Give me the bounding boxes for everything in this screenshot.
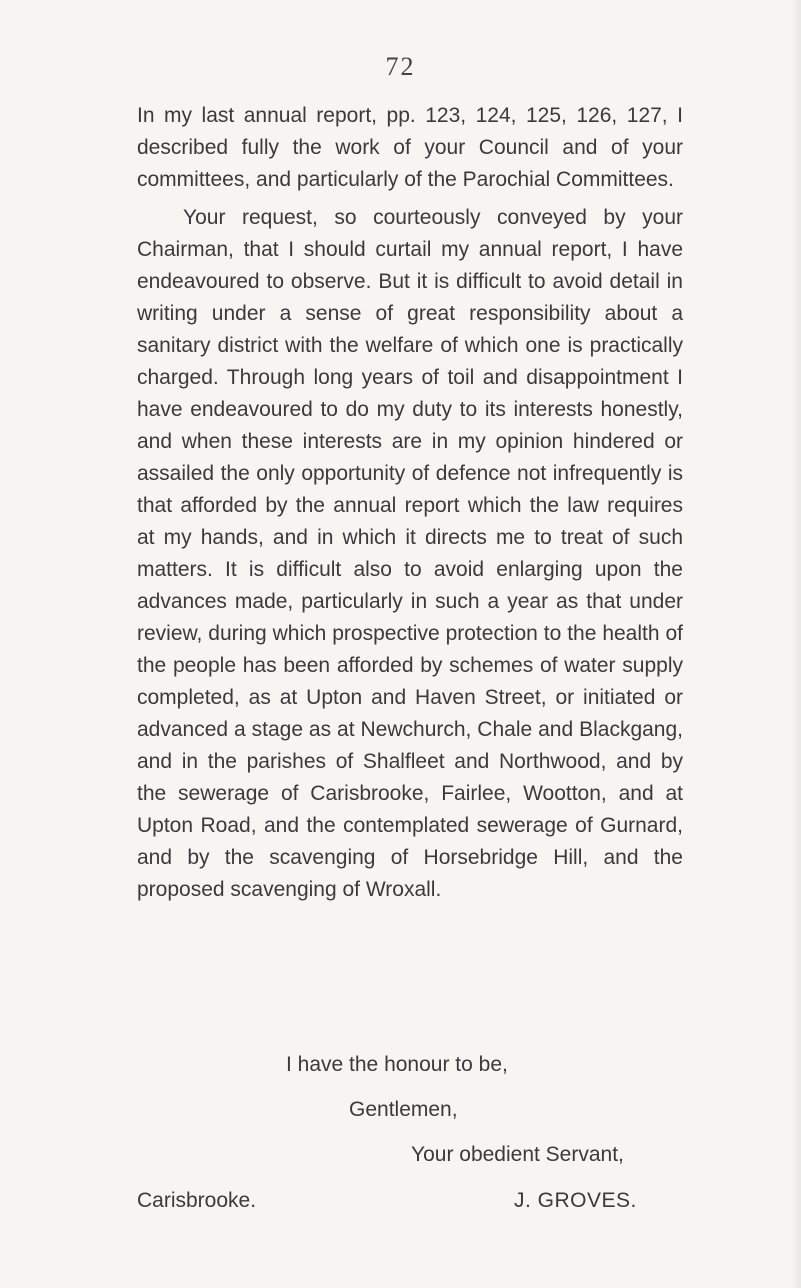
letter-body: [137, 100, 683, 906]
closing-salutation: Gentlemen,: [349, 1098, 458, 1121]
page-number: 72: [385, 52, 416, 81]
signature: J. GROVES.: [514, 1189, 637, 1212]
place-name: Carisbrooke.: [137, 1189, 257, 1212]
paragraph-1: In my last annual report, pp. 123, 124, 125, 126, 127, I described fully the work of your Council and of your committees, and particularly of the Parochial Committees.: [137, 104, 683, 191]
paragraph-2: Your request, so courteously conveyed by your Chairman, that I should curtail my annual report, I have endeavoured to observe. But it is difficult to avoid detail in writing under a sense of great responsibility about a sanitary district with the welfare of which one is practically charged. Through long years of toil and disappointment I have endeavoured to do my duty to its interests honestly, and when these interests are in my opinion hindered or assailed the only opportunity of defence not infrequently is that afforded by the annual report which the law requires at my hands, and in which it directs me to treat of such matters. It is difficult also to avoid enlarging upon the advances made, particularly in such a year as that under review, during which prospective protection to the health of the people has been afforded by schemes of water supply completed, as at Upton and Haven Street, or initiated or advanced a stage as at Newchurch, Chale and Blackgang, and in the parishes of Shalfleet and Northwood, and by the sewerage of Carisbrooke, Fairlee, Wootton, and at Upton Road, and the contemplated sewerage of Gurnard, and by the scavenging of Horsebridge Hill, and the proposed scavenging of Wroxall.: [137, 206, 683, 901]
page-edge-shadow: [791, 0, 801, 1288]
closing-servant: Your obedient Servant,: [411, 1143, 624, 1166]
closing-honour: I have the honour to be,: [286, 1053, 508, 1076]
